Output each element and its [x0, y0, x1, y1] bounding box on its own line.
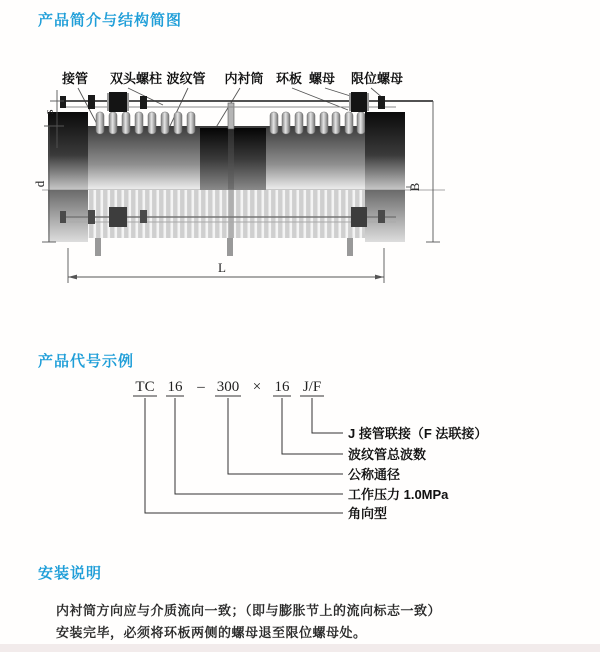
code-callout-lines [145, 398, 343, 513]
code-callout-labels [348, 426, 487, 521]
flange-right [365, 112, 405, 190]
code-token-dash: – [197, 379, 205, 395]
code-token-diameter: 300 [216, 379, 240, 395]
center-ring-plate [228, 103, 234, 190]
part-label-stud: 双头螺柱 [109, 71, 163, 86]
install-instructions [56, 600, 556, 644]
section-title-intro: 产品简介与结构简图 [38, 12, 183, 29]
product-code-diagram [100, 372, 500, 530]
tie-rod-hardware-upper [60, 92, 385, 112]
flange-left [48, 112, 88, 190]
part-label-limit-nut: 限位螺母 [350, 71, 404, 86]
joint-lower-half [48, 190, 405, 256]
callout-pressure: 工作压力 1.0MPa [348, 487, 449, 502]
structure-diagram [30, 62, 460, 314]
code-token-type: TC [135, 379, 155, 395]
dim-label-b: B [407, 182, 422, 192]
callout-waves: 波纹管总波数 [348, 447, 427, 462]
part-label-nut: 螺母 [308, 71, 336, 86]
dimension-l [68, 248, 384, 283]
code-token-connection: J/F [302, 379, 322, 395]
stud-ends-lower [95, 238, 353, 256]
install-line-2: 安装完毕，必须将环板两侧的螺母退至限位螺母处。 [56, 625, 367, 640]
dim-label-l: L [218, 260, 226, 275]
flange-left-lower [48, 190, 88, 242]
dim-label-d: d [32, 180, 47, 188]
dimension-b [406, 101, 440, 242]
part-label-ring-plate: 环板 [275, 71, 303, 86]
page-bottom-strip [0, 644, 600, 652]
section-title-code-example: 产品代号示例 [38, 353, 135, 370]
callout-diameter: 公称通径 [348, 467, 401, 482]
code-tokens [135, 379, 321, 395]
section-title-install: 安装说明 [38, 565, 103, 582]
part-label-liner: 内衬筒 [224, 71, 264, 86]
dim-label-s: s [41, 109, 56, 115]
callout-connection: J 接管联接（F 法联接） [348, 426, 488, 441]
diagram-part-labels [61, 71, 403, 86]
code-token-waves: 16 [274, 379, 290, 395]
joint-upper-half [48, 92, 433, 190]
code-token-pressure: 16 [167, 379, 183, 395]
callout-type: 角向型 [348, 506, 388, 521]
part-label-bellows: 波纹管 [166, 71, 206, 86]
code-token-times: × [252, 379, 262, 395]
part-label-pipe-end: 接管 [61, 71, 89, 86]
install-line-1: 内衬筒方向应与介质流向一致；（即与膨胀节上的流向标志一致） [56, 603, 442, 618]
